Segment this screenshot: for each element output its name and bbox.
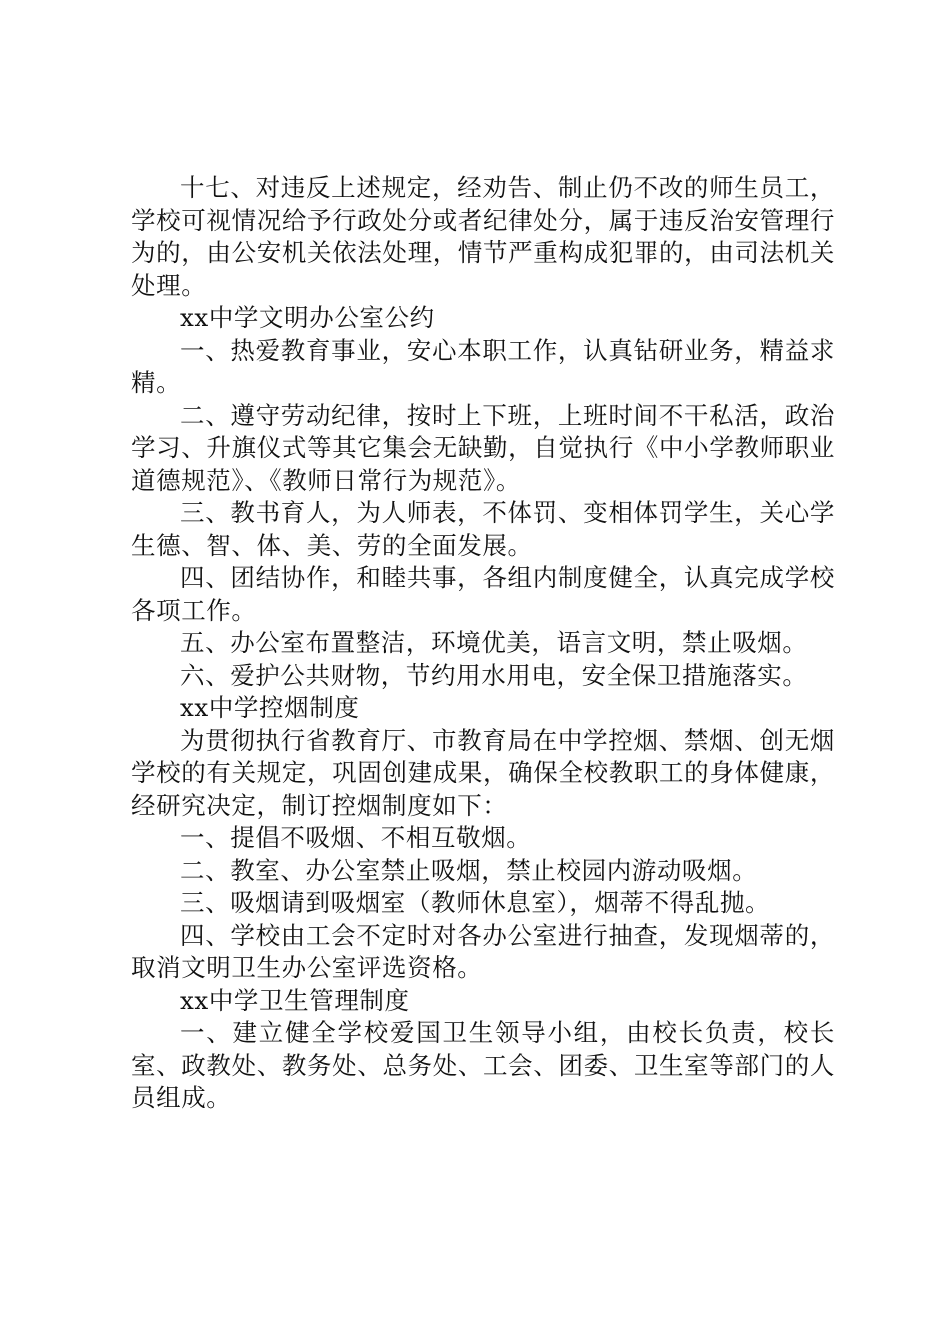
convention-item-5: 五、办公室布置整洁，环境优美，语言文明，禁止吸烟。 (180, 628, 808, 657)
hygiene-rule-1: 一、建立健全学校爱国卫生领导小组，由校长负责，校长室、政教处、教务处、总务处、工会、团委、卫生室等部门的人员组成。 (131, 1018, 835, 1112)
smoking-rule-4: 四、学校由工会不定时对各办公室进行抽查，发现烟蒂的，取消文明卫生办公室评选资格。 (131, 920, 835, 982)
section-heading-smoking-control: xx中学控烟制度 (180, 693, 360, 722)
paragraph-17-penalties: 十七、对违反上述规定，经劝告、制止仍不改的师生员工，学校可视情况给予行政处分或者纪律处分，属于违反治安管理行为的，由公安机关依法处理，情节严重构成犯罪的，由司法机关处理。 (131, 173, 835, 300)
smoking-rule-1: 一、提倡不吸烟、不相互敬烟。 (180, 823, 532, 852)
document-body (131, 172, 835, 1115)
convention-item-6: 六、爱护公共财物，节约用水用电，安全保卫措施落实。 (180, 660, 808, 690)
convention-item-3: 三、教书育人，为人师表，不体罚、变相体罚学生，关心学生德、智、体、美、劳的全面发展。 (131, 498, 835, 560)
convention-item-2: 二、遵守劳动纪律，按时上下班，上班时间不干私活，政治学习、升旗仪式等其它集会无缺勤，自觉执行《中小学教师职业道德规范》、《教师日常行为规范》。 (131, 400, 835, 495)
section-heading-office-convention: xx中学文明办公室公约 (180, 303, 435, 332)
convention-item-4: 四、团结协作，和睦共事，各组内制度健全，认真完成学校各项工作。 (131, 563, 835, 625)
smoking-rule-3: 三、吸烟请到吸烟室（教师休息室），烟蒂不得乱抛。 (180, 888, 771, 917)
section-heading-hygiene-management: xx中学卫生管理制度 (180, 985, 410, 1015)
smoking-rule-2: 二、教室、办公室禁止吸烟，禁止校园内游动吸烟。 (180, 855, 758, 885)
smoking-control-intro: 为贯彻执行省教育厅、市教育局在中学控烟、禁烟、创无烟学校的有关规定，巩固创建成果，确保全校教职工的身体健康，经研究决定，制订控烟制度如下： (131, 725, 835, 820)
convention-item-1: 一、热爱教育事业，安心本职工作，认真钻研业务，精益求精。 (131, 335, 835, 397)
